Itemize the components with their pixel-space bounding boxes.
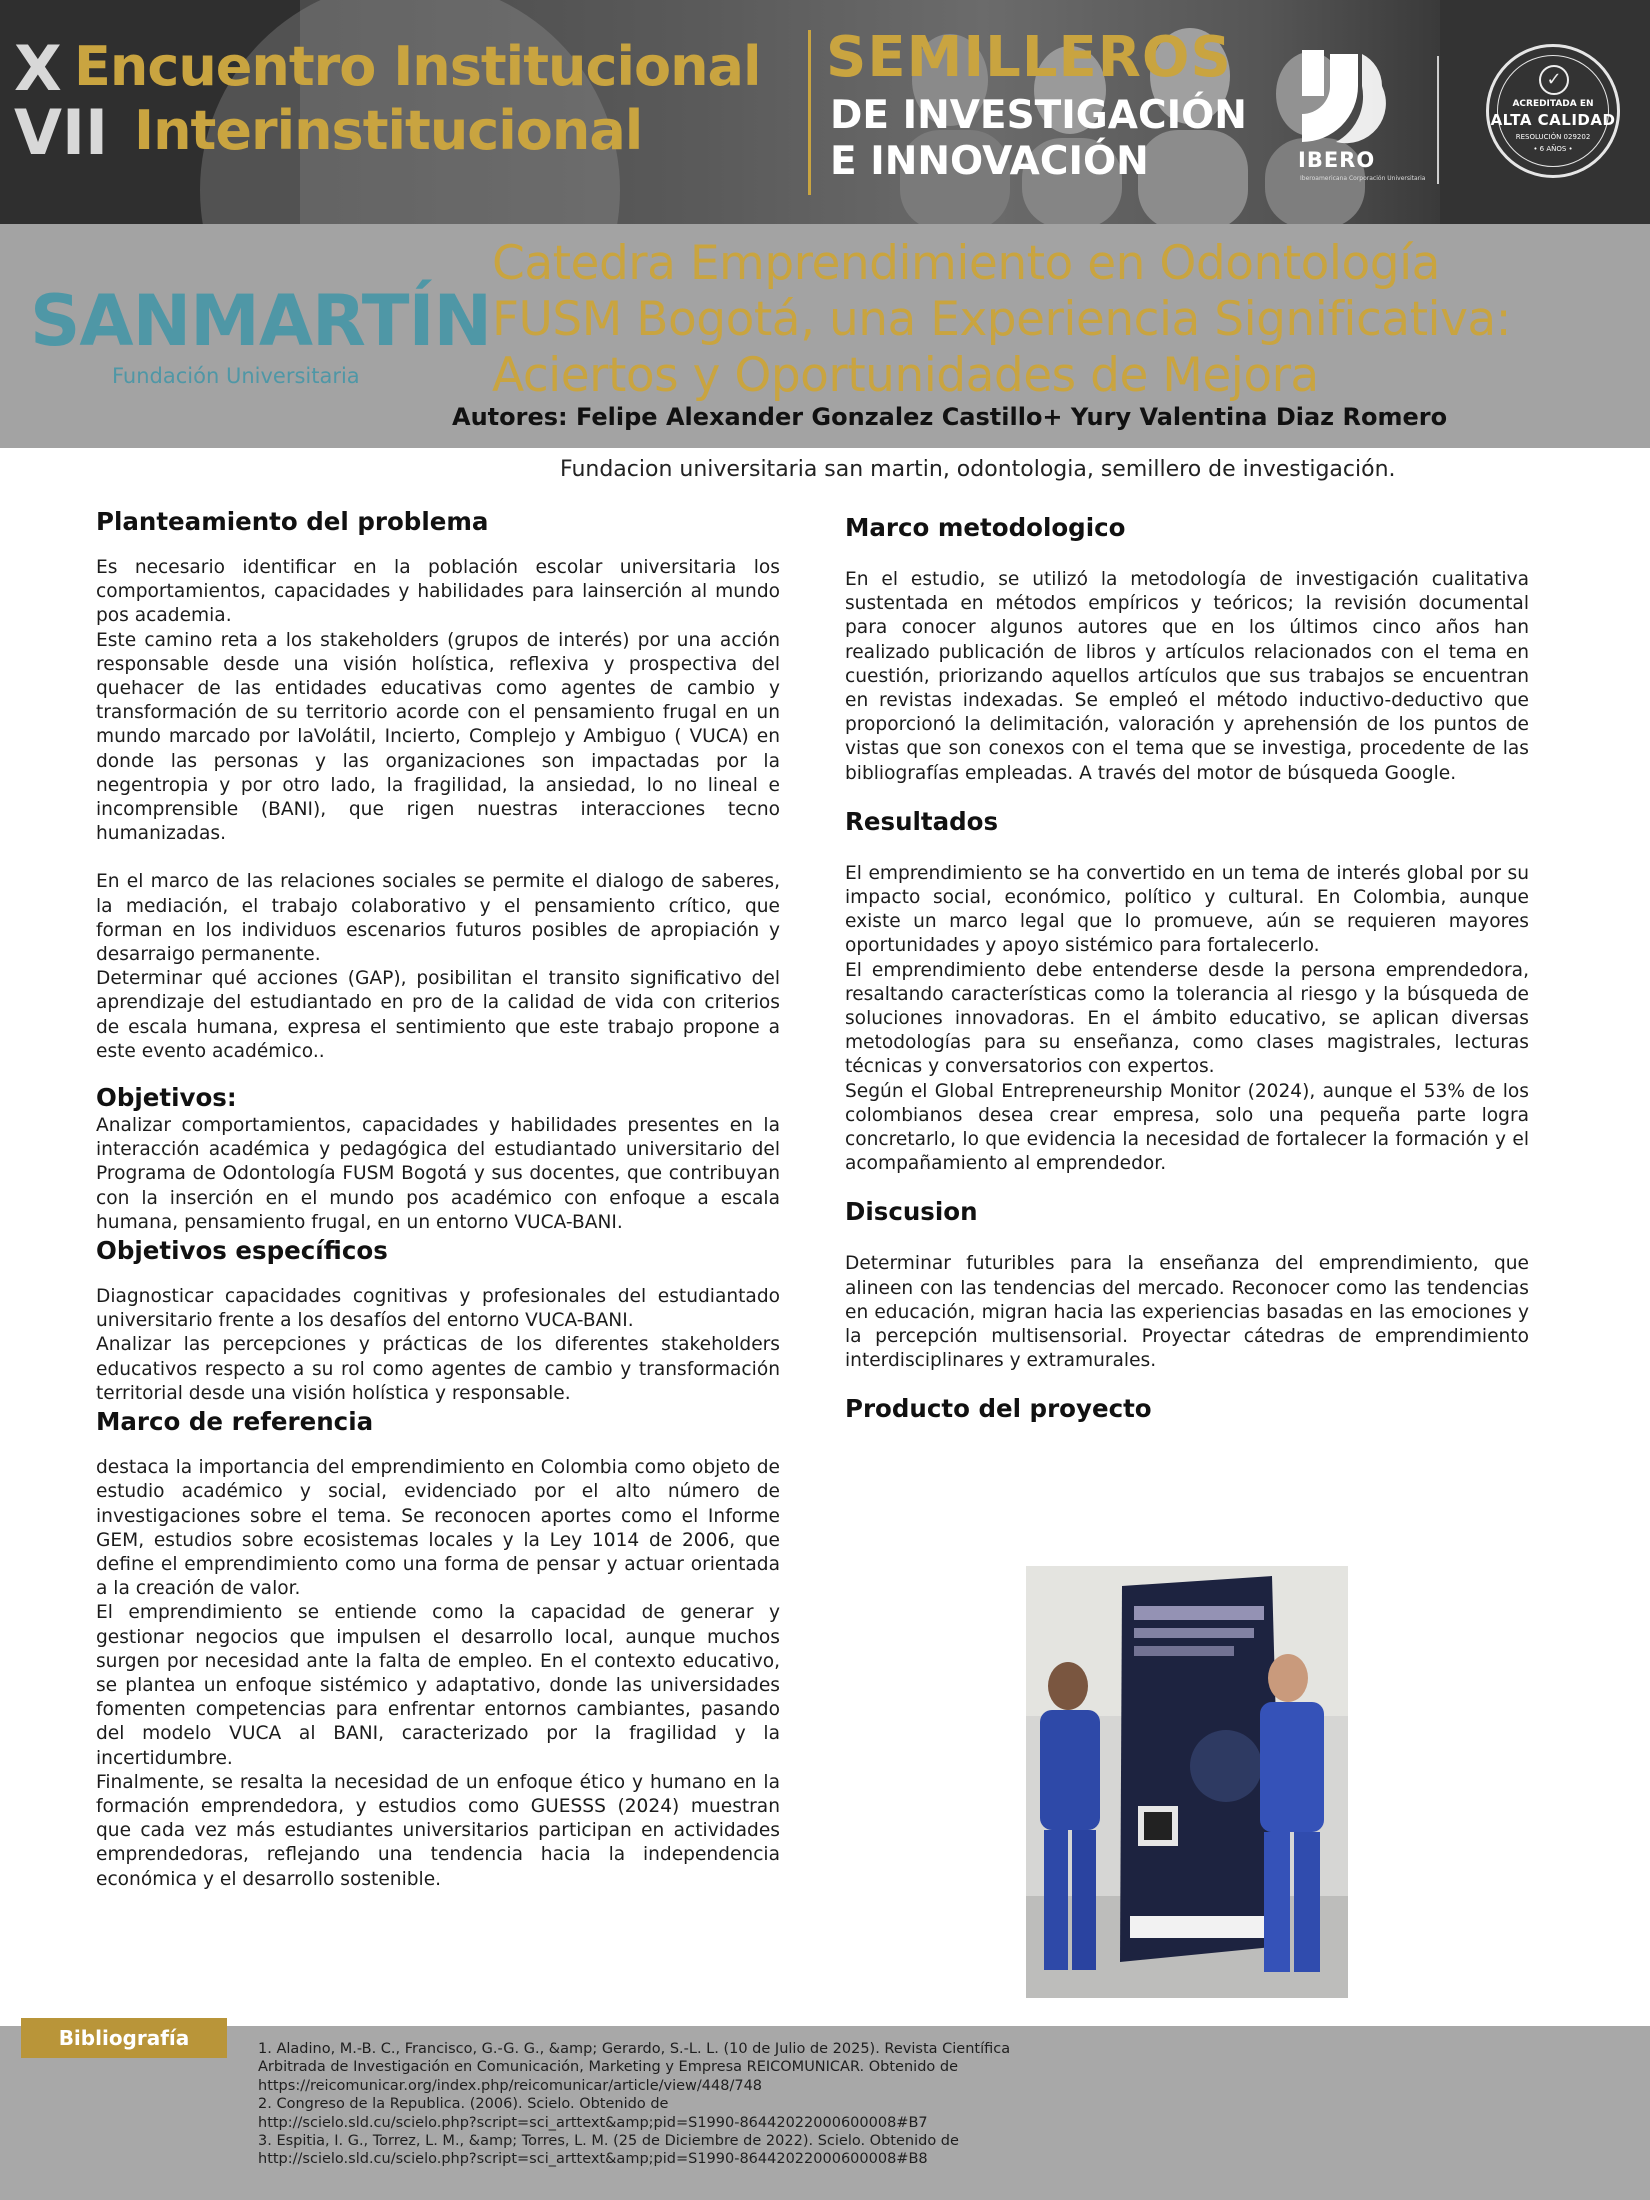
event-title-line1: Encuentro Institucional [74, 35, 761, 98]
authors: Autores: Felipe Alexander Gonzalez Castillo+ Yury Valentina Diaz Romero [452, 403, 1448, 431]
paragraph: Analizar comportamientos, capacidades y habilidades presentes en la interacción académica y pedagógica del estudiantado universitario del Programa de Odontología FUSM Bogotá y sus docentes, que contribuyan con la inserción en el mundo pos académico con enfoque a escala humana, pensamiento frugal, en un entorno VUCA-BANI. [96, 1115, 780, 1233]
section-heading-planteamiento: Planteamiento del problema [96, 507, 489, 536]
sanmartin-subtitle: Fundación Universitaria [112, 364, 360, 388]
left-column [96, 506, 780, 1892]
roman-numeral-vii: VII [14, 96, 109, 169]
paragraph: Diagnosticar capacidades cognitivas y profesionales del estudiantado universitario frente a los desafíos del entorno VUCA-BANI. [96, 1286, 780, 1332]
paragraph: Finalmente, se resalta la necesidad de un enfoque ético y humano en la formación emprendedora, y estudios como GUESSS (2024) muestran que cada vez más estudiantes universitarios participan en actividades emprendedoras, reflejando una tendencia hacia la independencia económica y el desarrollo sostenible. [96, 1771, 780, 1890]
paragraph: destaca la importancia del emprendimiento en Colombia como objeto de estudio académico y social, evidenciado por el alto número de investigaciones sobre el tema. Se reconocen aportes como el Informe GEM, estudios sobre ecosistemas locales y la Ley 1014 de 2006, que define el emprendimiento como una forma de pensar y actuar orientada a la creación de valor. [96, 1457, 780, 1600]
seal-line2: ALTA CALIDAD [1490, 111, 1616, 129]
paragraph: Determinar futuribles para la enseñanza del emprendimiento, que alineen con las tendencias del mercado. Reconocer como las tendencias en educación, migran hacia las experiencias basadas en las emociones y la percepción multisensorial. Proyectar cátedras de emprendimiento interdisciplinares y extramurales. [845, 1253, 1529, 1372]
semilleros-heading: SEMILLEROS [826, 25, 1232, 90]
poster-title-line: Catedra Emprendimiento en Odontología [492, 236, 1440, 291]
project-photo [1026, 1566, 1348, 1998]
event-banner [0, 0, 1650, 224]
investigacion-line: DE INVESTIGACIÓN [830, 93, 1247, 138]
paragraph: Analizar las percepciones y prácticas de los diferentes stakeholders educativos respecto a su rol como agentes de cambio y transformación territorial desde una visión holística y responsable. [96, 1334, 780, 1404]
reference-link: https://reicomunicar.org/index.php/reicomunicar/article/view/448/748 [258, 2077, 763, 2094]
checkmark-icon: ✓ [1539, 65, 1569, 95]
ibero-subtitle: Iberoamericana Corporación Universitaria [1300, 175, 1426, 182]
seal-line4: • 6 AÑOS • [1533, 145, 1573, 153]
event-title-line2: Interinstitucional [134, 99, 643, 162]
paragraph: Determinar qué acciones (GAP), posibilitan el transito significativo del aprendizaje del estudiantado en pro de la calidad de vida con criterios de escala humana, expresa el sentimiento que este trabajo propone a este evento académico.. [96, 968, 780, 1062]
paragraph: En el marco de las relaciones sociales se permite el dialogo de saberes, la mediación, el trabajo colaborativo y el pensamiento crítico, que forman en los individuos escenarios futuros posibles de apropiación y desarraigo permanente. [96, 871, 780, 966]
poster-title-line: FUSM Bogotá, una Experiencia Significativa: [492, 292, 1512, 347]
reference-line: Arbitrada de Investigación en Comunicación, Marketing y Empresa REICOMUNICAR. Obtenido de [258, 2059, 959, 2076]
poster-title-line: Aciertos y Oportunidades de Mejora [492, 348, 1319, 403]
affiliation: Fundacion universitaria san martin, odontologia, semillero de investigación. [560, 457, 1396, 482]
seal-divider [1437, 56, 1439, 184]
bibliography-label: Bibliografía [21, 2018, 227, 2058]
ibero-label: IBERO [1298, 148, 1376, 172]
section-heading-producto: Producto del proyecto [845, 1394, 1152, 1424]
bibliography-list [258, 2040, 1158, 2169]
section-heading-objetivos-especificos: Objetivos específicos [96, 1236, 388, 1266]
innovacion-line: E INNOVACIÓN [830, 139, 1149, 184]
paragraph: En el estudio, se utilizó la metodología de investigación cualitativa sustentada en métodos empíricos y teóricos; la revisión documental para conocer algunos autores que en los últimos cinco años han realizado publicación de libros y artículos relacionados con el tema en cuestión, priorizando aquellos artículos que sus trabajos se encuentran en revistas indexadas. Se empleó el método inductivo-deductivo que proporcionó la delimitación, valoración y aprehensión de los puntos de vistas que son conexos con el tema que se investiga, procedente de las bibliografías empleadas. A través del motor de búsqueda Google. [845, 569, 1529, 784]
section-heading-resultados: Resultados [845, 806, 999, 836]
section-heading-discusion: Discusion [845, 1197, 978, 1227]
sanmartin-logo: SANMARTÍN [30, 280, 492, 362]
paragraph: Es necesario identificar en la población escolar universitaria los comportamientos, capacidades y habilidades para lainserción al mundo pos academia. [96, 557, 780, 627]
reference-link: http://scielo.sld.cu/scielo.php?script=sci_arttext&amp;pid=S1990-86442022000600008#B8 [258, 2151, 928, 2168]
paragraph: Este camino reta a los stakeholders (grupos de interés) por una acción responsable desde una visión holística, reflexiva y prospectiva del quehacer de las entidades educativas como agentes de cambio y transformación de su territorio acorde con el pensamiento frugal en un mundo marcado por laVolátil, Incierto, Complejo y Ambiguo ( VUCA) en donde las personas y las organizaciones son impactadas por la negentropia y por otro lado, la fragilidad, la ansiedad, lo no lineal e incomprensible (BANI), que rigen nuestras interacciones tecno humanizadas. [96, 629, 780, 845]
right-column [845, 512, 1529, 1425]
section-heading-objetivos: Objetivos: [96, 1083, 237, 1113]
paragraph: El emprendimiento debe entenderse desde la persona emprendedora, resaltando características como la tolerancia al riesgo y la búsqueda de soluciones innovadoras. En el ámbito educativo, se aplican diversas metodologías para su enseñanza, como clases magistrales, lecturas técnicas y conversatorios con expertos. [845, 959, 1529, 1078]
seal-line1: ACREDITADA EN [1512, 99, 1594, 109]
poster-title [492, 236, 1642, 404]
reference-link: http://scielo.sld.cu/scielo.php?script=sci_arttext&amp;pid=S1990-86442022000600008#B7 [258, 2114, 928, 2131]
reference-line: 2. Congreso de la Republica. (2006). Scielo. Obtenido de [258, 2096, 669, 2113]
roman-numeral-x: X [14, 32, 62, 105]
section-heading-marco-metodologico: Marco metodologico [845, 513, 1126, 542]
paragraph: El emprendimiento se ha convertido en un tema de interés global por su impacto social, económico, político y cultural. En Colombia, aunque existe un marco legal que lo promueve, aún se requieren mayores oportunidades y apoyo sistémico para fortalecerlo. [845, 862, 1529, 957]
paragraph: Según el Global Entrepreneurship Monitor (2024), aunque el 53% de los colombianos desea crear empresa, solo una pequeña parte logra concretarlo, lo que evidencia la necesidad de fortalecer la formación y el acompañamiento al emprendedor. [845, 1080, 1529, 1175]
section-heading-marco-referencia: Marco de referencia [96, 1407, 374, 1437]
accreditation-seal [1486, 44, 1620, 178]
paragraph: El emprendimiento se entiende como la capacidad de generar y gestionar negocios que impulsen el desarrollo local, aunque muchos surgen por necesidad ante la falta de empleo. En el contexto educativo, se plantea un enfoque sistémico y adaptativo, donde las universidades fomenten competencias para enfrentar entornos cambiantes, pasando del modelo VUCA al BANI, caracterizado por la fragilidad y la incertidumbre. [96, 1602, 780, 1769]
reference-line: 1. Aladino, M.-B. C., Francisco, G.-G. G., &amp; Gerardo, S.-L. L. (10 de Julio de 2025). Revista Científica [258, 2041, 1011, 2057]
banner-divider [808, 30, 811, 195]
reference-line: 3. Espitia, I. G., Torrez, L. M., &amp; Torres, L. M. (25 de Diciembre de 2022). Scielo. Obtenido de [258, 2133, 959, 2150]
seal-line3: RESOLUCIÓN 029202 [1515, 133, 1591, 141]
